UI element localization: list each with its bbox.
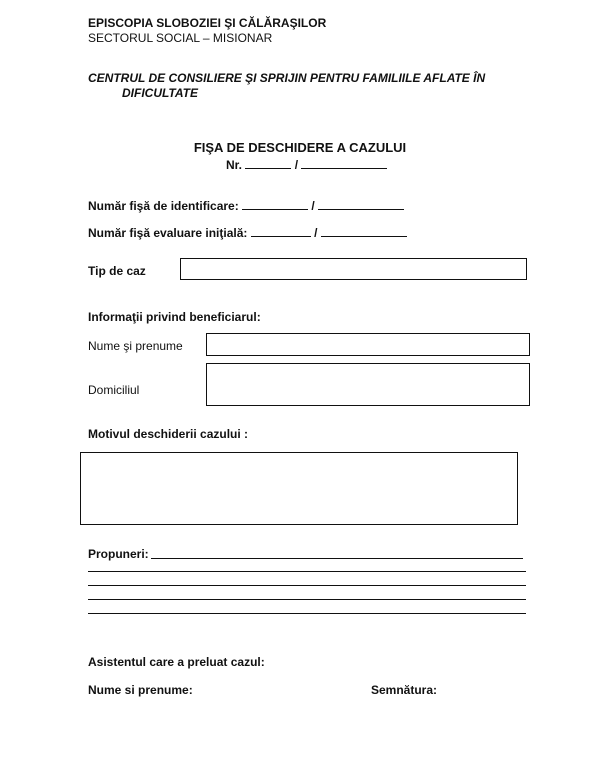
reason-field[interactable] — [80, 452, 518, 525]
proposals-line-1[interactable] — [151, 558, 523, 559]
reason-label: Motivul deschiderii cazului : — [88, 427, 249, 441]
id-sheet-row — [88, 198, 404, 213]
proposals-line-3[interactable] — [88, 585, 526, 586]
id-sheet-label: Număr fişă de identificare: — [88, 199, 239, 213]
nr-slash: / — [294, 158, 299, 172]
assistant-label: Asistentul care a preluat cazul: — [88, 655, 265, 669]
form-title: FIŞA DE DESCHIDERE A CAZULUI — [193, 140, 407, 155]
name-field[interactable] — [206, 333, 530, 356]
proposals-line-5[interactable] — [88, 613, 526, 614]
center-name-line2: DIFICULTATE — [122, 86, 198, 100]
domicile-field[interactable] — [206, 363, 530, 406]
nr-field-2[interactable] — [301, 157, 387, 169]
eval-sheet-field-1[interactable] — [251, 225, 311, 237]
center-name-line1: CENTRUL DE CONSILIERE ŞI SPRIJIN PENTRU FAMILIILE AFLATE ÎN — [88, 71, 486, 85]
id-sheet-field-1[interactable] — [242, 198, 308, 210]
name-label: Nume şi prenume — [88, 339, 183, 353]
assistant-name-label: Nume si prenume: — [88, 683, 193, 697]
id-sheet-slash: / — [311, 199, 315, 213]
id-sheet-field-2[interactable] — [318, 198, 404, 210]
eval-sheet-row — [88, 225, 407, 240]
case-type-field[interactable] — [180, 258, 527, 280]
form-number — [226, 157, 387, 172]
proposals-line-2[interactable] — [88, 571, 526, 572]
case-type-label: Tip de caz — [88, 264, 146, 278]
eval-sheet-field-2[interactable] — [321, 225, 407, 237]
proposals-label: Propuneri: — [88, 547, 149, 561]
nr-label: Nr. — [226, 158, 243, 172]
domicile-label: Domiciliul — [88, 383, 140, 397]
org-name: EPISCOPIA SLOBOZIEI ŞI CĂLĂRAŞILOR — [88, 16, 327, 30]
beneficiary-heading: Informaţii privind beneficiarul: — [88, 310, 261, 324]
signature-label: Semnătura: — [371, 683, 438, 697]
proposals-line-4[interactable] — [88, 599, 526, 600]
eval-sheet-slash: / — [314, 226, 318, 240]
eval-sheet-label: Număr fişă evaluare iniţială: — [88, 226, 248, 240]
nr-field-1[interactable] — [245, 157, 291, 169]
org-sector: SECTORUL SOCIAL – MISIONAR — [88, 31, 273, 45]
